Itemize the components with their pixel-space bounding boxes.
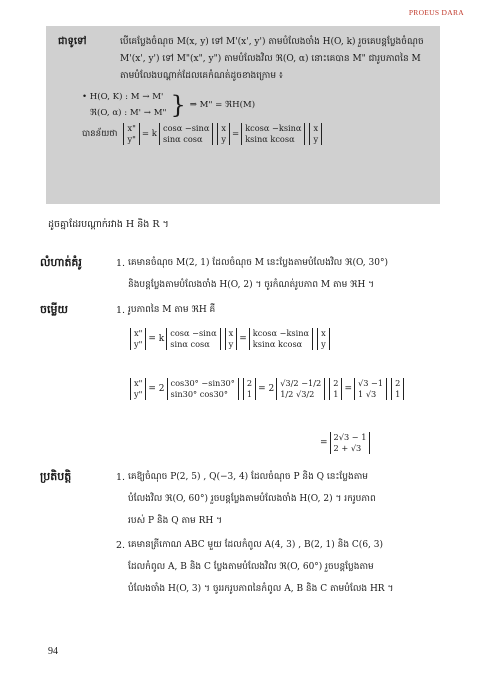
practice-item-1-line-2: បំលែងវិល ℜ(O, 60°) រួចបន្តប្លែងតាមបំលែងចាំង H(O, 2) ។ រករូបភាព	[128, 494, 376, 504]
practice-item-2-line-2: ដែលកំពូល A, B និង C ប្លែងតាមបំលែងវិល ℜ(O, 60°) រួចបន្តប្លែងតាម	[128, 562, 374, 572]
eq-k: = k	[141, 129, 158, 139]
practice-item-1-number: 1.	[116, 472, 126, 483]
practice-label: ប្រតិបត្តិ	[40, 470, 72, 483]
xy-vector: x y	[217, 123, 230, 145]
theorem-cases	[82, 89, 430, 145]
case-rotation: ℜ(O, α) : M' → M"	[90, 108, 167, 118]
solution-step-1: x" y" = k cosα −sinα sinα cosα x y = kcosα −ksinα ksinα kcosα x y	[128, 328, 332, 350]
practice-item-2-line-3: បំលែងចាំង H(O, 3) ។ ចូររករូបភាពនៃកំពូល A, B និង C តាមបំលែង HR ។	[128, 584, 394, 594]
formula-label: បានន័យថា	[82, 129, 118, 139]
practice-item-2-number: 2.	[116, 540, 126, 551]
xy-vector-2: x y	[309, 123, 322, 145]
solution-line-1: រូបភាពនៃ M តាម ℜH គឺ	[128, 305, 216, 315]
k-rotation-matrix: kcosα −ksinα ksinα kcosα	[241, 123, 305, 145]
lhs-vector: x" y"	[123, 123, 139, 145]
case-result: ⇒ M" = ℜH(M)	[189, 100, 256, 110]
brace: }	[170, 91, 186, 119]
practice-item-2-line-1: គេមានត្រីកោណ ABC មួយ ដែលកំពូល A(4, 3) , B(2, 1) និង C(6, 3)	[128, 540, 384, 550]
practice-item-1-line-1: គេឱ្យចំណុច P(2, 5) , Q(−3, 4) ដែលចំណុច P និង Q នេះប្លែងតាម	[128, 472, 368, 482]
example-label: លំហាត់គំរូ	[40, 256, 82, 269]
page-number: 94	[48, 646, 58, 657]
solution-step-3: = 2√3 − 1 2 + √3	[320, 432, 372, 454]
theorem-text: បើគេប្លែងចំណុច M(x, y) ទៅ M'(x', y') តាមបំលែងចាំង H(O, k) រួចគេបន្តប្លែងចំណុច M'(x', y') ទៅ M"(x", y") តាមបំលែងវិល ℜ(O, α) នោះគេបាន M" ជារូបភាពនៃ M តាមបំលែងបណ្ដាក់ដែលគេកំណត់ដូចខាងក្រោម ៖	[120, 37, 424, 81]
solution-step-2: x" y" = 2 cos30° −sin30° sin30° cos30° 2 1 = 2 √3/2 −1/2 1/2 √3/2 2 1 = √3 −1 1 √3 2 1	[128, 378, 406, 400]
solution-number: 1.	[116, 305, 126, 316]
header-brand: PROEUS DARA	[408, 8, 464, 17]
commute-note: ដូចគ្នាដែរបណ្ដាក់រវាង H និង R ។	[48, 219, 169, 230]
eq-sign: =	[232, 129, 240, 139]
solution-label: ចម្លើយ	[40, 303, 68, 316]
practice-item-1-line-3: របស់ P និង Q តាម RH ។	[128, 516, 223, 526]
case-homothety: • H(O, K) : M → M'	[82, 92, 164, 102]
example-line-2: និងបន្តប្លែងតាមបំលែងចាំង H(O, 2) ។ ចូរកំណត់រូបភាព M តាម ℜH ។	[128, 280, 375, 290]
rotation-matrix: cosα −sinα sinα cosα	[159, 123, 213, 145]
theorem-box	[46, 26, 440, 204]
example-line-1: គេមានចំណុច M(2, 1) ដែលចំណុច M នេះប្លែងតាមបំលែងវិល ℜ(O, 30°)	[128, 258, 388, 268]
theorem-label: ជាទូទៅ	[58, 36, 87, 47]
example-number: 1.	[116, 258, 126, 269]
